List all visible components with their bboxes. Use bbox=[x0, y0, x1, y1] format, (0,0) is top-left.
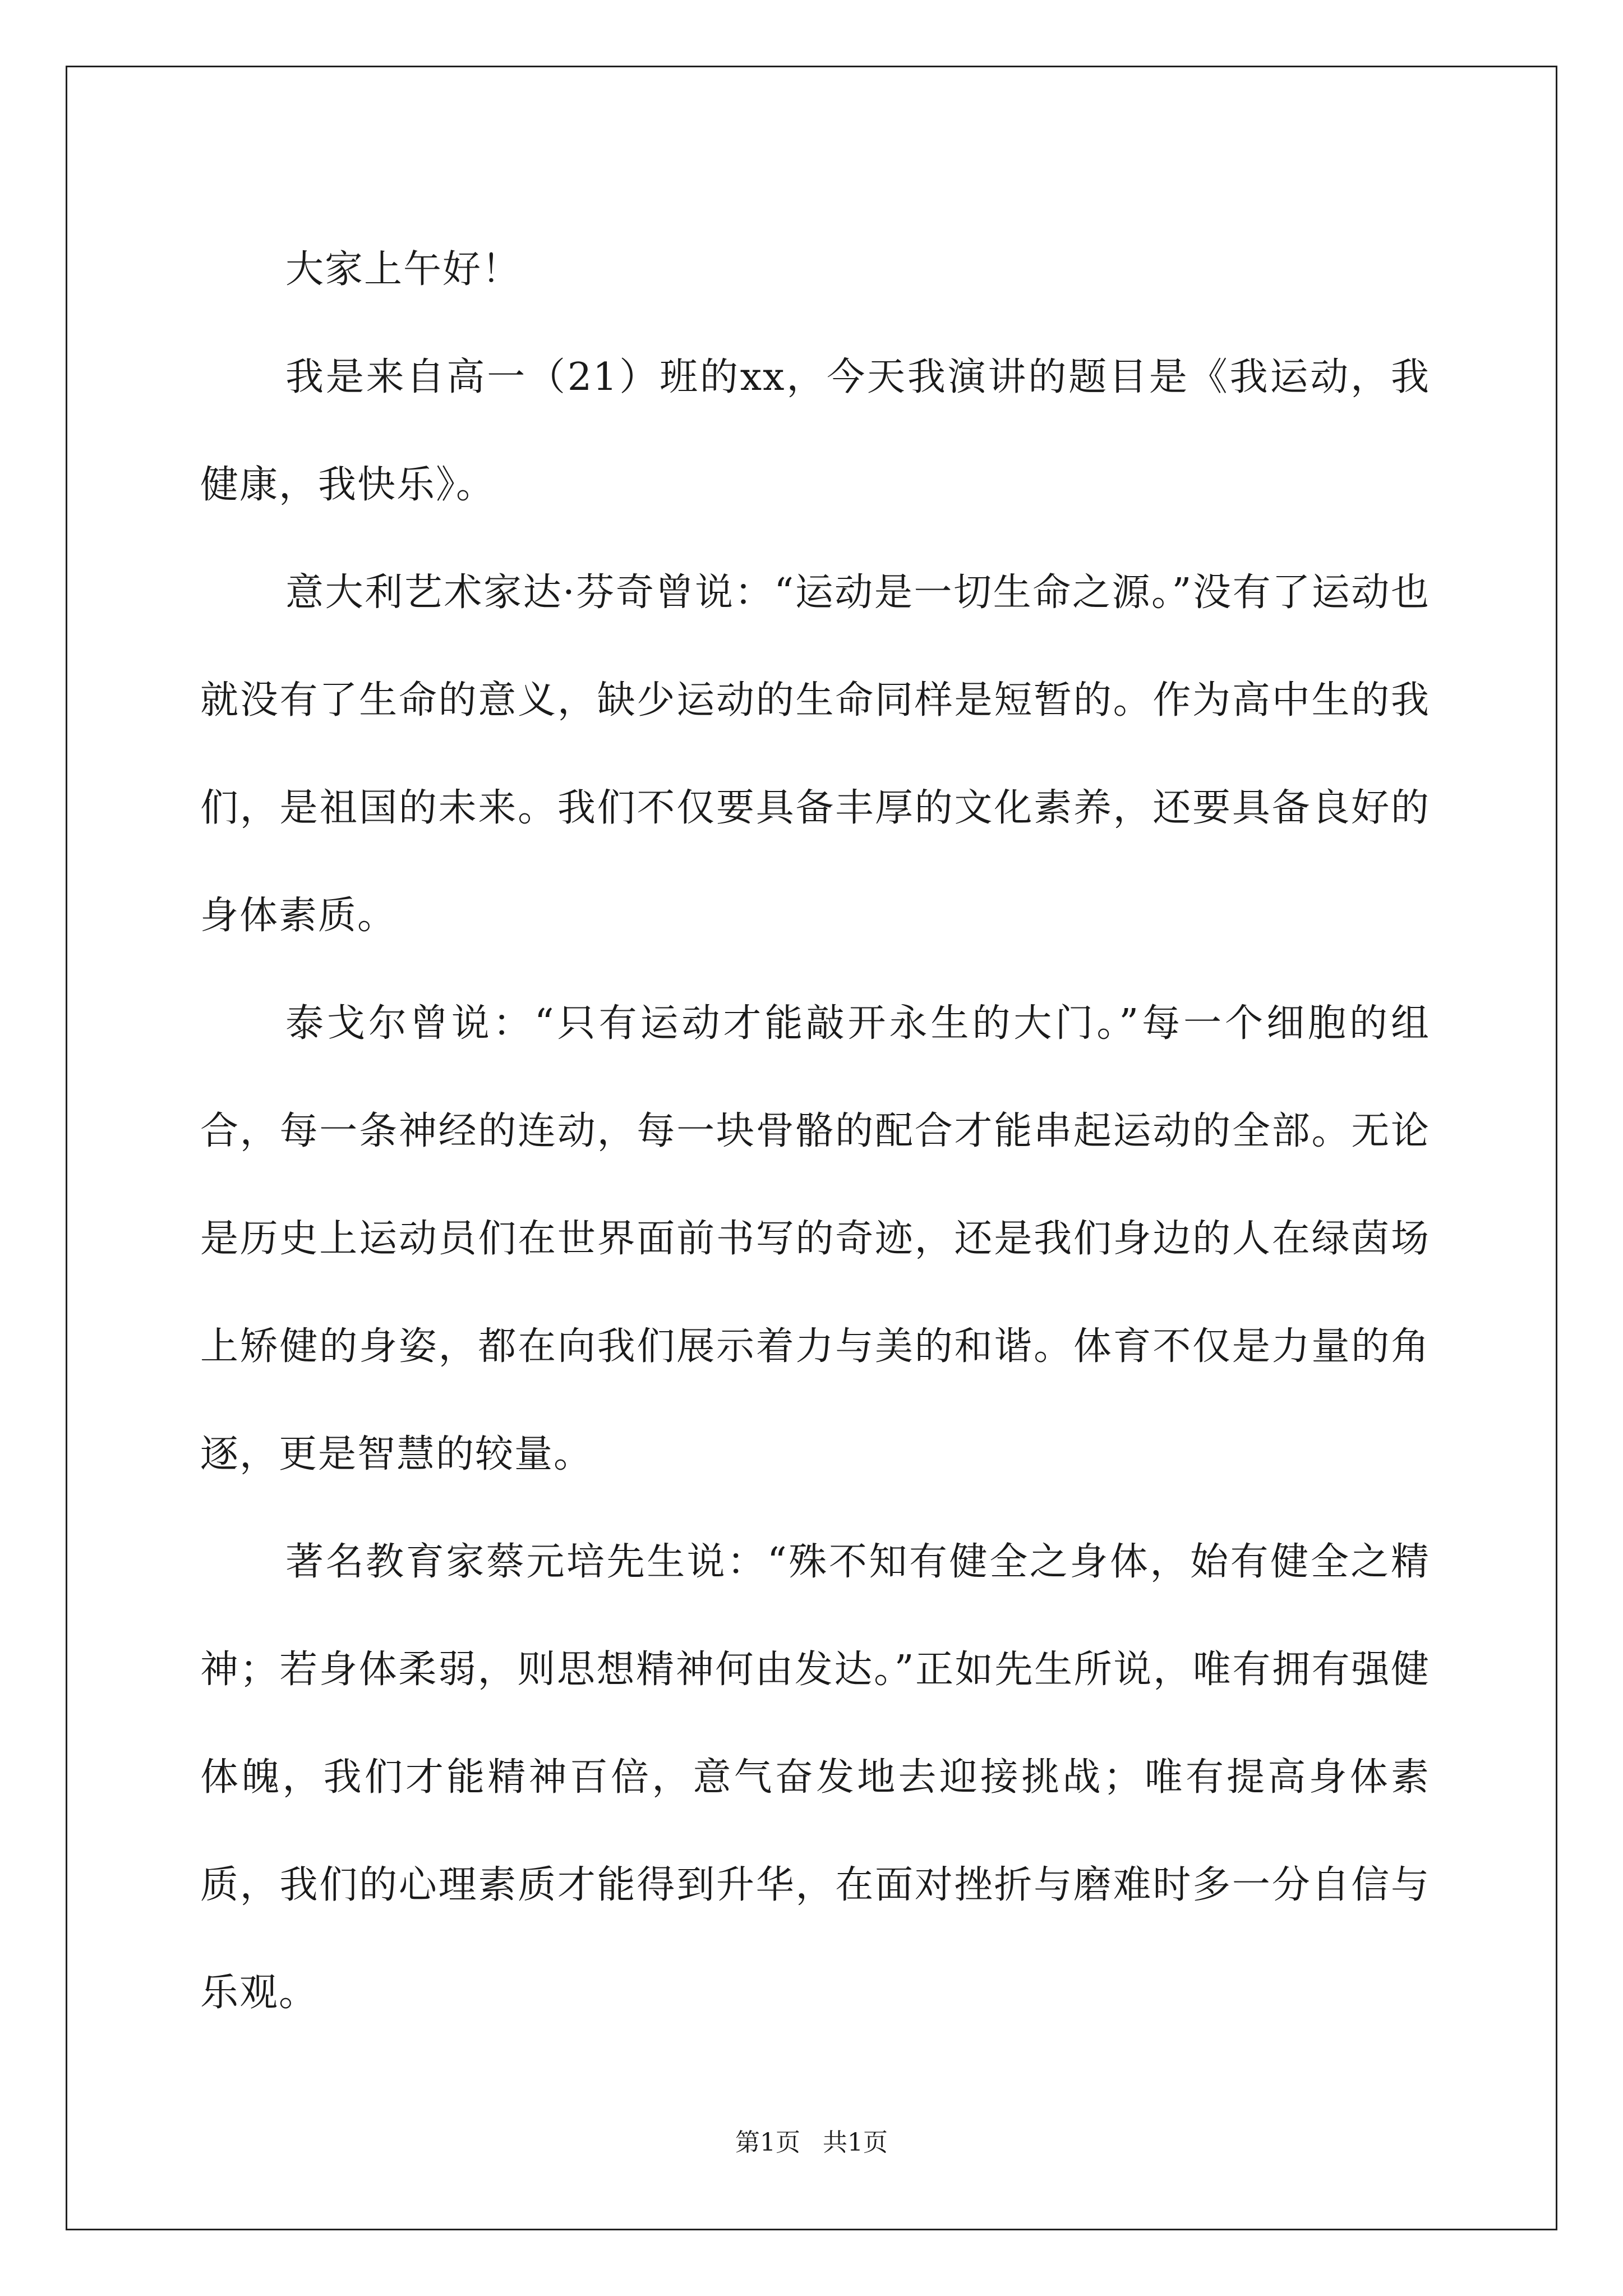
paragraph-greeting: 大家上午好！ bbox=[285, 247, 522, 292]
paragraph-intro: 我是来自高一（21）班的xx，今天我演讲的题目是《我运动，我健康，我快乐》。 bbox=[200, 355, 1430, 507]
document-body bbox=[200, 216, 1430, 2047]
paragraph-davinci: 意大利艺术家达·芬奇曾说：“运动是一切生命之源。”没有了运动也就没有了生命的意义，缺少运动的生命同样是短暂的。作为高中生的我们，是祖国的未来。我们不仅要具备丰厚的文化素养，还要具备良好的身体素质。 bbox=[200, 570, 1430, 938]
paragraph-tagore: 泰戈尔曾说：“只有运动才能敲开永生的大门。”每一个细胞的组合，每一条神经的连动，每一块骨骼的配合才能串起运动的全部。无论是历史上运动员们在世界面前书写的奇迹，还是我们身边的人在绿茵场上矫健的身姿，都在向我们展示着力与美的和谐。体育不仅是力量的角逐，更是智慧的较量。 bbox=[200, 1001, 1430, 1476]
paragraph-cai-yuanpei: 著名教育家蔡元培先生说：“殊不知有健全之身体，始有健全之精神；若身体柔弱，则思想精神何由发达。”正如先生所说，唯有拥有强健体魄，我们才能精神百倍，意气奋发地去迎接挑战；唯有提高身体素质，我们的心理素质才能得到升华，在面对挫折与磨难时多一分自信与乐观。 bbox=[200, 1540, 1430, 2015]
page-number: 第1页 bbox=[735, 2128, 800, 2157]
page-total: 共1页 bbox=[823, 2128, 888, 2157]
page-footer bbox=[0, 2126, 1623, 2160]
